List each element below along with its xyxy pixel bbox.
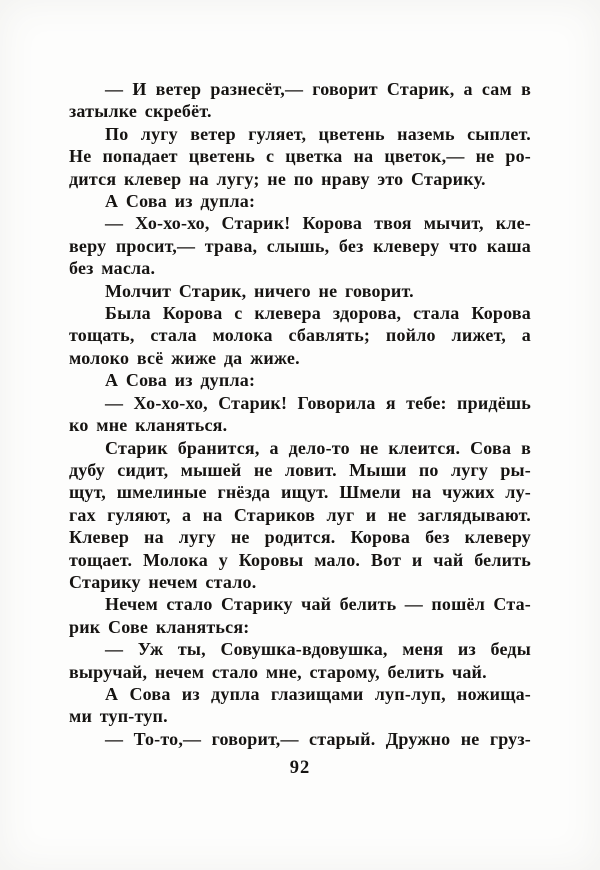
text-line: — Уж ты, Совушка-вдовушка, меня из беды [105, 639, 531, 660]
text-line: Нечем стало Старику чай белить — пошёл Ста- [105, 594, 531, 615]
text-line: А Сова из дупла: [105, 370, 256, 391]
text-line: — То-то,— говорит,— старый. Дружно не груз- [105, 728, 531, 749]
page-text [69, 78, 531, 750]
text-line: дится клевер на лугу; не по нраву это Старику. [69, 168, 486, 189]
text-line: молоко всё жиже да жиже. [69, 347, 300, 368]
text-line: ко мне кланяться. [69, 415, 228, 436]
text-line: тощает. Молока у Коровы мало. Вот и чай белить [69, 549, 531, 570]
text-line: Молчит Старик, ничего не говорит. [105, 280, 414, 301]
text-line: Клевер на лугу не родится. Корова без клеверу [69, 527, 531, 548]
text-line: Старик бранится, а дело-то не клеится. Сова в [105, 437, 531, 458]
text-line: По лугу ветер гуляет, цветень наземь сыплет. [105, 123, 531, 144]
text-line: затылке скребёт. [69, 101, 212, 122]
text-line: дубу сидит, мышей не ловит. Мыши по лугу ры- [69, 459, 531, 480]
text-line: без масла. [69, 258, 156, 279]
text-line: А Сова из дупла: [105, 191, 256, 212]
text-line: веру просит,— трава, слышь, без клеверу что каша [69, 235, 531, 256]
text-line: рик Сове кланяться: [69, 616, 250, 637]
text-line: Была Корова с клевера здорова, стала Корова [105, 303, 531, 324]
text-line: тощать, стала молока сбавлять; пойло лижет, а [69, 325, 531, 346]
text-line: Старику нечем стало. [69, 571, 257, 592]
text-line: — И ветер разнесёт,— говорит Старик, а сам в [105, 79, 531, 99]
text-line: гах гуляют, а на Стариков луг и не заглядывают. [69, 504, 531, 525]
text-line: — Хо-хо-хо, Старик! Корова твоя мычит, кле- [105, 213, 531, 234]
text-line: А Сова из дупла глазищами луп-луп, ножища- [105, 683, 531, 704]
text-line: выручай, нечем стало мне, старому, белить чай. [69, 661, 487, 682]
page-number: 92 [289, 758, 311, 778]
text-line: щут, шмелиные гнёзда ищут. Шмели на чужих лу- [69, 482, 531, 503]
text-line: — Хо-хо-хо, Старик! Говорила я тебе: придёшь [105, 392, 531, 413]
text-line: Не попадает цветень с цветка на цветок,— не ро- [69, 146, 531, 167]
text-line: ми туп-туп. [69, 706, 168, 727]
